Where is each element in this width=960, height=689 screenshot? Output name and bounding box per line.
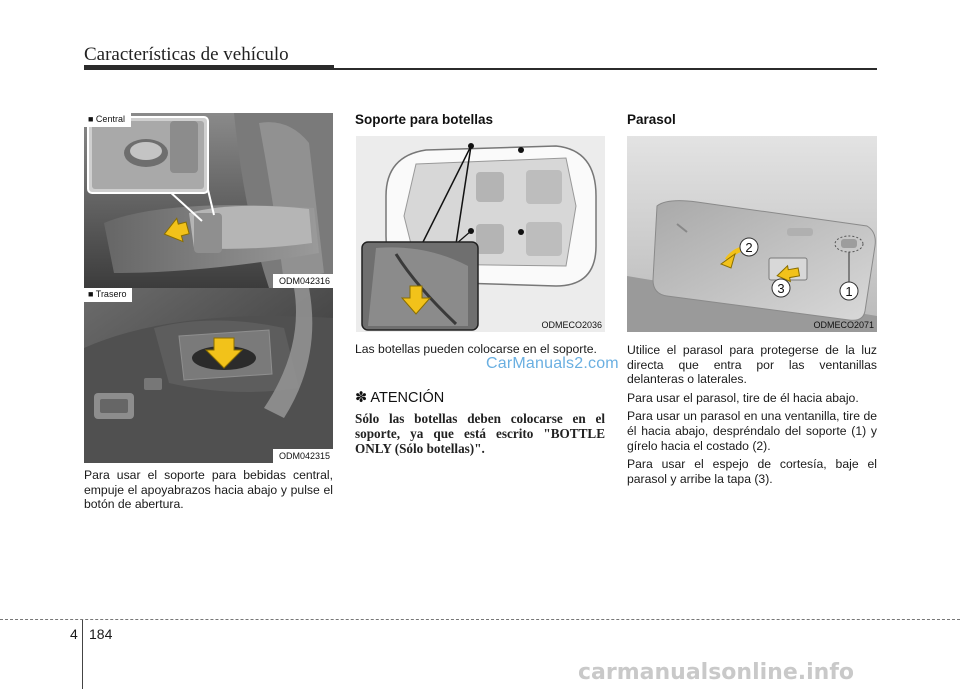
photo-code-bottom: ODM042315 — [273, 449, 333, 463]
figure-code-middle: ODMECO2036 — [541, 320, 602, 330]
photo-tag-central: ■ Central — [84, 113, 131, 127]
sunvisor-paragraph-1: Utilice el parasol para protegerse de la luz directa que entra por las ventanillas delanteras o laterales. — [627, 343, 877, 387]
figure-sunvisor — [627, 136, 877, 332]
page-number: 184 — [89, 626, 113, 642]
watermark-carmanuals2: CarManuals2.com — [486, 355, 619, 372]
sunvisor-paragraph-3: Para usar un parasol en una ventanilla, tire de él hacia abajo, despréndalo del soporte (1) y gírelo hacia el costado (2). — [627, 409, 877, 453]
header-rule-thick — [84, 65, 334, 70]
figure-bottle-holder — [356, 136, 605, 332]
photo-central-armrest — [84, 113, 333, 288]
callout-1: 1 — [845, 284, 853, 299]
warning-body: Sólo las botellas deben colocarse en el soporte, ya que está escrito "BOTTLE ONLY (Sólo botellas)". — [355, 411, 605, 456]
warning-heading: ✽ ATENCIÓN — [355, 390, 445, 406]
right-body — [627, 343, 877, 490]
footer-vertical-rule — [82, 620, 83, 689]
page-header-title: Características de vehículo — [84, 44, 289, 65]
heading-bottle-holder: Soporte para botellas — [355, 112, 494, 127]
footer-dashed-rule — [0, 619, 960, 620]
sunvisor-paragraph-4: Para usar el espejo de cortesía, baje el parasol y arribe la tapa (3). — [627, 457, 877, 486]
photo-code-top: ODM042316 — [273, 274, 333, 288]
chapter-number: 4 — [70, 626, 78, 642]
photo-rear-cupholder — [84, 288, 333, 463]
middle-body-text: Las botellas pueden colocarse en el soporte. — [355, 342, 597, 356]
car-topview-illustration — [356, 136, 605, 332]
callout-2: 2 — [745, 240, 753, 255]
header-rule-thin — [334, 68, 877, 70]
central-armrest-illustration — [84, 113, 333, 288]
left-body-text: Para usar el soporte para bebidas central, empuje el apoyabrazos hacia abajo y pulse el botón de abertura. — [84, 468, 333, 512]
callout-3: 3 — [777, 281, 785, 296]
rear-cupholder-illustration — [84, 288, 333, 463]
sunvisor-paragraph-2: Para usar el parasol, tire de él hacia abajo. — [627, 390, 859, 405]
sunvisor-illustration — [627, 136, 877, 332]
watermark-carmanualsonline: carmanualsonline.info — [578, 660, 854, 685]
figure-code-right: ODMECO2071 — [813, 320, 874, 330]
heading-sunvisor: Parasol — [627, 112, 676, 127]
photo-tag-trasero: ■ Trasero — [84, 288, 132, 302]
